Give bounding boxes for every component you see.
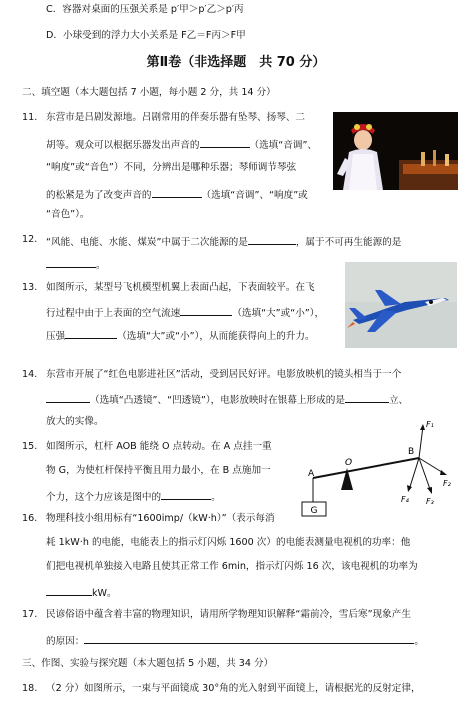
q13-blank2[interactable] [65,328,117,339]
q15-line2: 物 G，为使杠杆保持平衡且用力最小，在 B 点施加一 [46,465,271,476]
q11-line2-text: 胡等。观众可以根据乐器发出声音的 [46,140,200,151]
q12-line2 [46,257,106,272]
q14-line2-text: （选填“凸透镜”、“凹透镜”），电影放映时在银幕上形成的是 [90,395,345,406]
q17-blank1[interactable] [84,633,414,644]
q17-line2 [46,633,424,648]
q16-line2: 耗 1kW·h 的电能，电能表上的指示灯闪烁 1600 次）的电能表测量电视机的功率：他 [46,537,411,548]
q17-line2-text: 的原因： [46,636,85,647]
q11-line3: “响度”或“音色”）不同，分辨出是哪种乐器；琴师调节琴弦 [46,162,297,173]
force-f3-arrow [419,458,431,492]
airplane-photo [345,262,457,348]
q16-blank1[interactable] [46,585,92,596]
q15-line3 [46,489,221,504]
q13-line3-text: 压强 [46,331,66,342]
q13-number: 13. [22,282,38,293]
q16-number: 16. [22,513,38,524]
q11-blank2[interactable] [152,187,202,198]
force-f4-label: F₄ [401,495,409,504]
q12-line1-text: “风能、电能、水能、煤炭”中属于二次能源的是 [46,237,248,248]
q15-number: 15. [22,441,38,452]
force-f3-label: F₃ [426,497,434,506]
q15-line3-text: 个力，这个力应该是图中的 [46,492,162,503]
q14-line3: 放大的实像。 [46,416,104,427]
q12-line2-text: 。 [96,260,106,271]
opera-performer-image [333,112,458,190]
q13-line1: 如图所示，某型号飞机模型机翼上表面凸起，下表面较平。在飞 [46,282,315,293]
point-b-label: B [408,447,415,457]
q11-line4-text-b: （选填“音调”、“响度”或 [201,190,308,201]
q15-blank1[interactable] [161,489,211,500]
q11-line2-text-b: （选填“音调”、 [249,140,318,151]
q14-line2-text-b: 立、 [388,395,409,406]
q11-number: 11. [22,112,38,123]
option-c: C．容器对桌面的压强关系是 p′甲＞p′乙＞p′丙 [46,4,244,15]
q14-blank1[interactable] [46,392,90,403]
q13-line2-text: 行过程中由于上表面的空气流速 [46,308,181,319]
q13-line2 [46,305,324,320]
q17-line1: 民谚俗语中蕴含着丰富的物理知识，请用所学物理知识解释“霜前冷，雪后寒”现象产生 [46,609,411,620]
q11-blank1[interactable] [200,137,250,148]
q17-number: 17. [22,609,38,620]
q11-line4-text: 的松紧是为了改变声音的 [46,190,152,201]
force-f4-arrow [409,458,419,490]
q15-line3-text-b: 。 [211,492,221,503]
q17-line2-text-b: 。 [414,636,424,647]
q11-line4 [46,187,308,202]
q13-line3 [46,328,315,343]
q18-number: 18. [22,683,38,694]
q12-line1-text-b: ，属于不可再生能源的是 [295,237,402,248]
q11-line1: 东营市是吕剧发源地。吕剧常用的伴奏乐器有坠琴、扬琴、二 [46,112,306,123]
weight-label: G [310,506,318,516]
q15-line1: 如图所示，杠杆 AOB 能绕 O 点转动。在 A 点挂一重 [46,441,272,452]
force-f1-label: F₁ [426,420,434,429]
lever-bar [313,458,419,478]
q12-line1 [46,234,401,249]
lever-diagram [295,416,455,520]
q13-blank1[interactable] [180,305,232,316]
q14-number: 14. [22,369,38,380]
q11-line5: “音色”）。 [46,209,90,220]
force-f2-label: F₂ [443,479,451,488]
q16-line3: 们把电视机单独接入电路且使其正常工作 6min，指示灯闪烁 16 次，该电视机的功率为 [46,561,418,572]
section2-header: 二、填空题（本大题包括 7 小题，每小题 2 分，共 14 分） [22,87,276,98]
option-d: D．小球受到的浮力大小关系是 F乙＝F丙＞F甲 [46,30,246,41]
point-a-label: A [308,469,315,479]
q16-line4 [46,585,117,600]
q13-line2-text-b: （选填“大”或“小”）， [232,308,325,319]
q14-line2 [46,392,408,407]
q12-blank2[interactable] [46,257,96,268]
point-o-label: O [345,458,353,468]
q11-line2 [46,137,317,152]
q18-line1: （2 分）如图所示，一束与平面镜成 30°角的光入射到平面镜上，请根据光的反射定律， [46,683,421,694]
section3-header: 三、作图、实验与探究题（本大题包括 5 小题，共 34 分） [22,658,274,669]
part2-title: 第Ⅱ卷（非选择题 共 70 分） [146,55,326,70]
airplane-model-image [345,262,457,348]
opera-photo [333,112,458,190]
q12-number: 12. [22,234,38,245]
force-f1-arrow [419,426,423,458]
q14-blank2[interactable] [345,392,389,403]
q12-blank1[interactable] [248,234,296,245]
q16-line1: 物理科技小组用标有“1600imp/（kW·h）”（表示每消 [46,513,275,524]
q16-line4-text: kW。 [92,588,117,599]
q13-line3-text-b: （选填“大”或“小”），从而能获得向上的升力。 [117,331,315,342]
q14-line1: 东营市开展了“红色电影进社区”活动，受到居民好评。电影放映机的镜头相当于一个 [46,369,402,380]
